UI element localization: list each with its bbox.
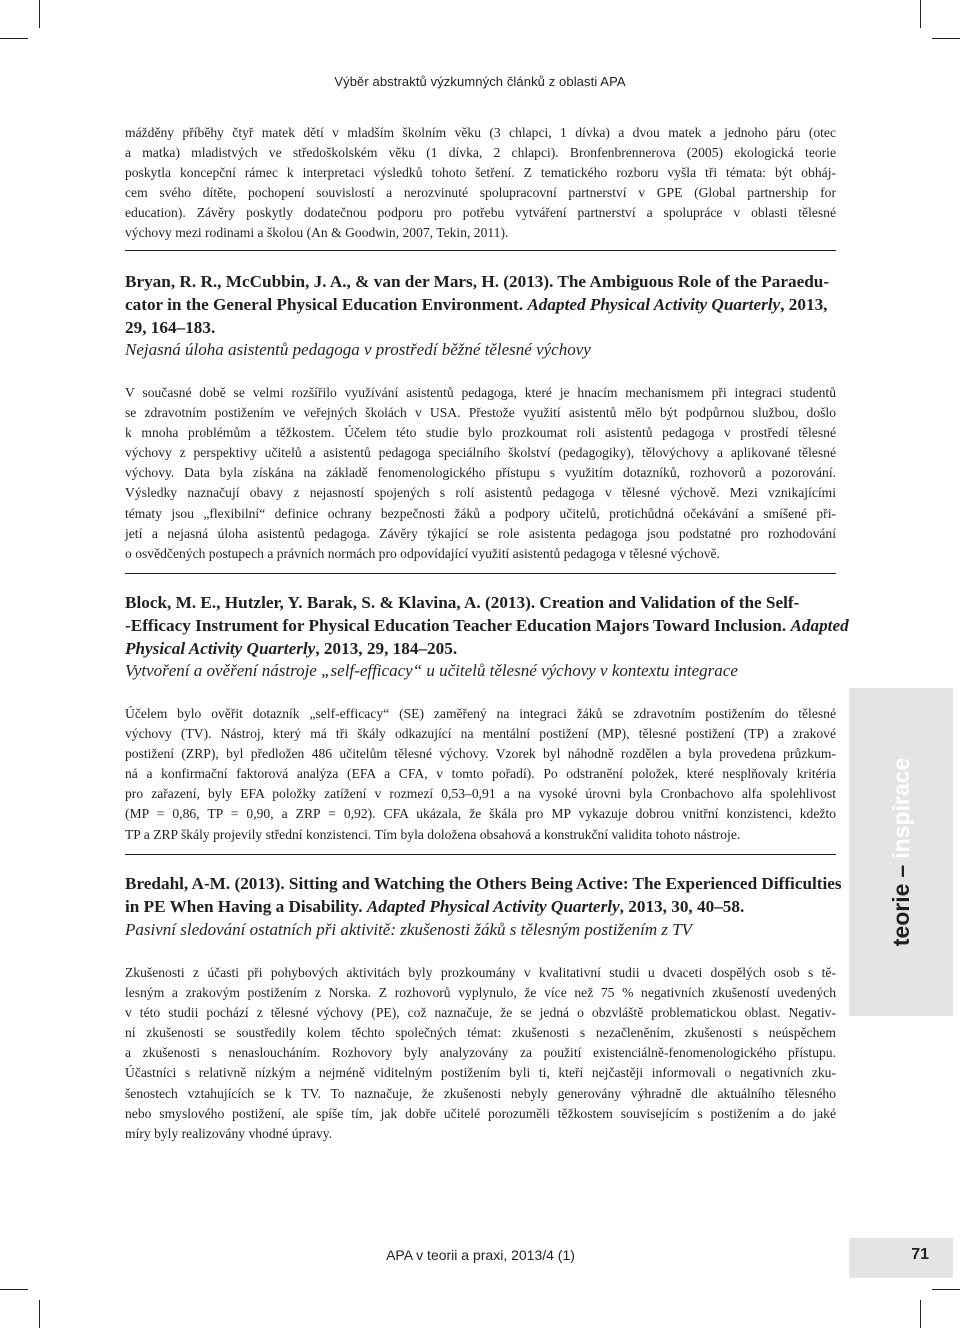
crop-mark-top-right-h	[932, 38, 960, 39]
entry-citation	[125, 873, 842, 941]
page-number: 71	[911, 1246, 929, 1263]
entry-translation: Vytvoření a ověření nástroje „self-efficacy“ u učitelů tělesné výchovy v kontextu integrace	[125, 661, 738, 681]
text-line: Zkušenosti z účasti při pohybových aktivitách byly prozkoumány v kvalitativní studii u dvaceti dospělých osob s tě-	[125, 965, 836, 980]
text-line: a zkušenosti s nenasloucháním. Rozhovory byly analyzovány za použití existenciálně-fenomenologického přístupu.	[125, 1045, 836, 1061]
journal-title: Physical Activity Quarterly	[125, 638, 316, 658]
citation-line	[125, 638, 836, 661]
text-line: ná a konfirmační faktorová analýza (EFA a CFA, v tomto pořadí). Po odstranění položek, které nesplňovaly kritéria	[125, 766, 836, 782]
text-line: education). Závěry poskytly dodatečnou podporu pro potřebu vytváření partnerství a spolupráce v oblasti tělesné	[125, 205, 836, 221]
text-line: Účastníci s relativně nízkým a nejméně viditelným postižením byli ti, kteří nejčastěji informovali o negativních zku-	[125, 1065, 836, 1081]
citation-line: Bredahl, A-M. (2013). Sitting and Watching the Others Being Active: The Experienced Difficulties	[125, 874, 842, 893]
text-line: nebo smyslového postižení, ale spíše tím, jak dobře učitelé porozuměli těžkostem souvisejícím s postižením a do jaké	[125, 1105, 836, 1121]
citation-line	[125, 294, 836, 317]
text-line: výchovy (TV). Nástroj, který má tři škály odkazující na mentální postižení (MP), tělesné postižení (TP) a zrakové	[125, 726, 836, 742]
citation-text: , 2013, 30, 40–58.	[619, 896, 745, 916]
text-line: cem svého dítěte, pochopení souvislostí a nerozvinuté spolupracovní partnerství v GPE (Global partnership for	[125, 185, 836, 201]
text-line: ní zkušenosti se soustředily kolem těchto společných témat: zkušenosti s nezačleněním, zkušenosti s neúspěchem	[125, 1025, 836, 1041]
citation-line: 29, 164–183.	[125, 317, 216, 337]
footer-journal: APA v teorii a praxi, 2013/4 (1)	[386, 1247, 575, 1263]
section-side-tab	[849, 688, 953, 1016]
entry-translation: Pasivní sledování ostatních při aktivitě: zkušenosti žáků s tělesným postižením z TV	[125, 919, 693, 939]
text-line: Účelem bylo ověřit dotazník „self-efficacy“ (SE) zaměřený na integraci žáků se zdravotním postižením do tělesné	[125, 706, 836, 721]
text-line: a matka) mladistvých ve středoškolském věku (1 dívka, 2 chlapci). Bronfenbrennerova (2005) ekologická teorie	[125, 145, 836, 161]
running-header: Výběr abstraktů výzkumných článků z oblasti APA	[334, 74, 626, 89]
text-line: TP a ZRP škály projevily střední konzistenci. Tím byla doložena obsahová a konstrukční validita tohoto nástroje.	[125, 826, 741, 842]
side-label-word: teorie	[887, 883, 914, 947]
text-line: o osvědčených postupech a právních normách pro odpovídající využití asistentů pedagoga v tělesné výchově.	[125, 545, 720, 561]
citation-text: , 2013,	[780, 294, 828, 314]
text-line: výchovy. Data byla získána na základě fenomenologického přístupu s využitím dotazníků, rozhovorů a pozorování.	[125, 465, 836, 481]
section-divider	[125, 250, 836, 251]
citation-text: -Efficacy Instrument for Physical Education Teacher Education Majors Toward Inclusion.	[125, 615, 791, 635]
text-line: se zdravotním postižením ve veřejných školách v USA. Přestože využití asistentů mělo být podpůrnou službou, došlo	[125, 405, 836, 421]
text-line: výchovy z perspektivy učitelů a asistentů pedagoga speciálního školství (pedagogiky), tělovýchovy a aplikované tělesné	[125, 445, 836, 461]
text-line: V současné době se velmi rozšířilo využívání asistentů pedagoga, které je hnacím mechanismem při integraci studentů	[125, 385, 836, 400]
crop-mark-bottom-right-v	[920, 1300, 921, 1328]
text-line: k mnoha problémům a těžkostem. Účelem této studie bylo prozkoumat roli asistentů pedagoga v prostředí tělesné	[125, 425, 836, 441]
side-label-word: inspirace	[887, 757, 914, 859]
section-divider	[125, 573, 836, 574]
citation-line	[125, 615, 849, 638]
citation-text: , 2013, 29, 184–205.	[315, 638, 458, 658]
entry-citation	[125, 592, 849, 683]
text-line: (MP = 0,86, TP = 0,90, a ZRP = 0,92). CFA ukázala, že škála pro MP vykazuje dobrou vnitřní konzistenci, kdežto	[125, 806, 836, 822]
journal-title: Adapted Physical Activity Quarterly	[527, 294, 781, 314]
crop-mark-bottom-left-h	[0, 1289, 28, 1290]
intro-paragraph	[125, 123, 836, 244]
citation-line: Block, M. E., Hutzler, Y. Barak, S. & Klavina, A. (2013). Creation and Validation of the Self-	[125, 593, 800, 612]
entry-abstract	[125, 383, 836, 564]
crop-mark-top-left-v	[39, 0, 40, 28]
journal-title: Adapted Physical Activity Quarterly	[366, 896, 620, 916]
side-label-dash: –	[887, 864, 914, 878]
crop-mark-top-right-v	[920, 0, 921, 28]
crop-mark-bottom-left-v	[39, 1300, 40, 1328]
crop-mark-bottom-right-h	[932, 1289, 960, 1290]
citation-line	[125, 896, 836, 919]
citation-text: cator in the General Physical Education Environment.	[125, 294, 528, 314]
text-line: lesným a zrakovým postižením z Norska. Z rozhovorů vyplynulo, že více než 75 % negativních zkušeností uvedených	[125, 985, 836, 1001]
entry-abstract	[125, 704, 836, 845]
text-line: výchovy mezi rodinami a školou (An & Goodwin, 2007, Tekin, 2011).	[125, 225, 509, 241]
entry-abstract	[125, 963, 836, 1144]
text-line: šenostech vztahujících se k TV. To naznačuje, že zkušenosti nebyly generovány výhradně dle aktuálního tělesného	[125, 1085, 836, 1101]
entry-citation	[125, 271, 836, 362]
text-line: mážděny příběhy čtyř matek dětí v mladším školním věku (3 chlapci, 1 dívka) a dvou matek a jednoho páru (otec	[125, 125, 836, 140]
text-line: tématy jsou „flexibilní“ definice ochrany bezpečnosti žáků a podpory učitelů, protichůdná očekávání a smíšené při-	[125, 505, 836, 521]
text-line: v této studii pochází z tělesné výchovy (PE), což naznačuje, že se jedná o obzvláště problematickou oblast. Negativ-	[125, 1005, 836, 1021]
entry-translation: Nejasná úloha asistentů pedagoga v prostředí běžné tělesné výchovy	[125, 340, 591, 360]
text-line: míry byly realizovány vhodné úpravy.	[125, 1125, 333, 1141]
text-line: jetí a nejasná úloha asistentů pedagoga. Závěry týkající se role asistenta pedagoga jsou podstatné pro rozhodování	[125, 525, 836, 541]
text-line: pro zařazení, byly EFA položky zatížení v rozmezí 0,53–0,91 a na vysoké úrovni byla Cronbachovo alfa spolehlivost	[125, 786, 836, 802]
crop-mark-top-left-h	[0, 38, 28, 39]
text-line: Výsledky naznačují obavy z nejasností spojených s rolí asistentů pedagoga v tělesné výchově. Mezi vznikajícími	[125, 485, 836, 501]
citation-line: Bryan, R. R., McCubbin, J. A., & van der Mars, H. (2013). The Ambiguous Role of the Paraedu-	[125, 272, 830, 291]
text-line: poskytla koncepční rámec k interpretaci výsledků tohoto šetření. Z tematického rozboru vyšla tři témata: být obháj-	[125, 165, 836, 181]
journal-title: Adapted	[790, 615, 849, 635]
section-side-label	[849, 688, 953, 1016]
citation-text: in PE When Having a Disability.	[125, 896, 367, 916]
section-divider	[125, 854, 836, 855]
text-line: postižení (ZRP), byl předložen 486 učitelům tělesné výchovy. Vzorek byl náhodně rozdělen a byla provedena průzkum-	[125, 746, 836, 762]
